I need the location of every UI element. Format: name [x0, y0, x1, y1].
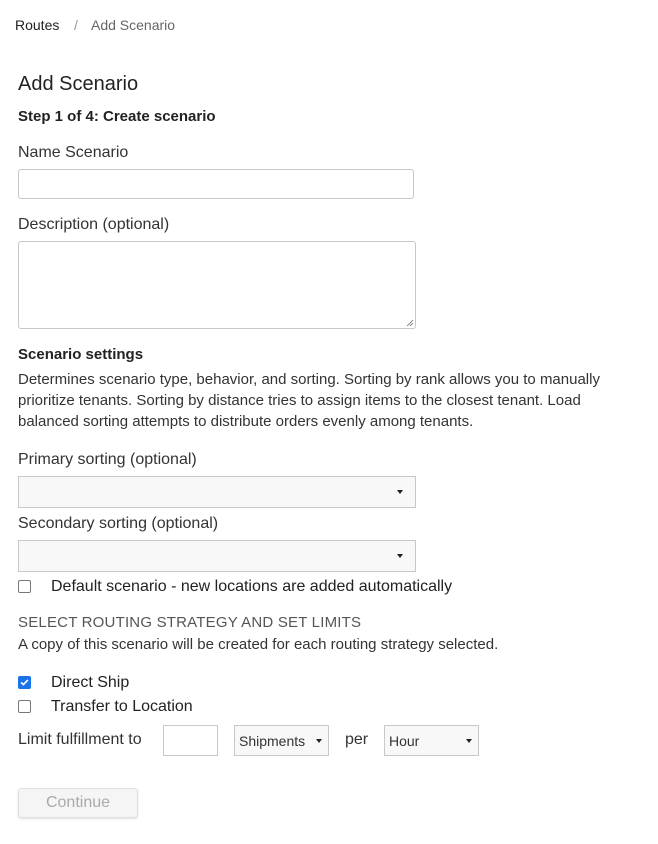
chevron-down-icon	[397, 490, 403, 494]
checkmark-icon	[19, 677, 30, 688]
per-label: per	[345, 731, 369, 748]
default-scenario-label: Default scenario - new locations are added automatically	[51, 578, 453, 595]
description-textarea[interactable]	[18, 241, 416, 329]
direct-ship-checkbox[interactable]	[18, 676, 31, 689]
breadcrumb-separator: /	[74, 17, 78, 33]
breadcrumb-current: Add Scenario	[91, 17, 176, 33]
page-title: Add Scenario	[18, 73, 139, 95]
description-label: Description (optional)	[18, 216, 170, 233]
resize-handle-icon[interactable]	[406, 319, 414, 327]
primary-sorting-label: Primary sorting (optional)	[18, 451, 197, 468]
breadcrumb-routes-link[interactable]: Routes	[15, 17, 60, 33]
secondary-sorting-label: Secondary sorting (optional)	[18, 515, 219, 532]
limit-unit-select[interactable]	[234, 725, 329, 756]
direct-ship-label: Direct Ship	[51, 674, 130, 691]
limit-unit-value: Shipments	[239, 733, 306, 749]
primary-sorting-select[interactable]	[18, 476, 416, 508]
limit-period-value: Hour	[389, 733, 420, 749]
continue-button[interactable]: Continue	[18, 788, 138, 818]
default-scenario-checkbox[interactable]	[18, 580, 31, 593]
scenario-settings-heading: Scenario settings	[18, 346, 144, 363]
routing-strategy-note: A copy of this scenario will be created for each routing strategy selected.	[18, 636, 499, 653]
chevron-down-icon	[466, 739, 472, 743]
limit-period-select[interactable]	[384, 725, 479, 756]
limit-fulfillment-label: Limit fulfillment to	[18, 731, 142, 748]
secondary-sorting-select[interactable]	[18, 540, 416, 572]
transfer-to-location-checkbox[interactable]	[18, 700, 31, 713]
chevron-down-icon	[397, 554, 403, 558]
chevron-down-icon	[316, 739, 322, 743]
name-scenario-input[interactable]	[18, 169, 414, 199]
routing-strategy-heading: SELECT ROUTING STRATEGY AND SET LIMITS	[18, 614, 362, 631]
limit-quantity-input[interactable]	[163, 725, 218, 756]
transfer-to-location-label: Transfer to Location	[51, 698, 193, 715]
step-indicator: Step 1 of 4: Create scenario	[18, 108, 216, 125]
name-scenario-label: Name Scenario	[18, 144, 129, 161]
scenario-settings-description: Determines scenario type, behavior, and sorting. Sorting by rank allows you to manually prioritize tenants. Sorting by distance tries to assign items to the closest tenant. Load balanced sorting attempts to distribute orders evenly among tenants.	[18, 371, 600, 430]
